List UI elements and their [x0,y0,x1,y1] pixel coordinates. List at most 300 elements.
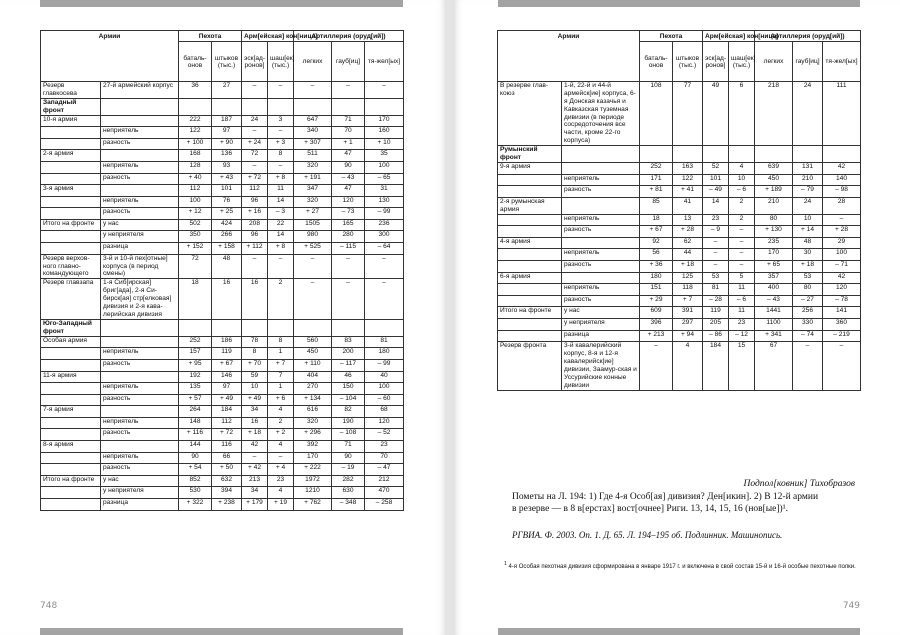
value-cell: + 152 [179,243,212,255]
army-cell: 7-я армия [41,406,101,418]
value-cell: 24 [242,115,268,127]
value-cell: 357 [755,272,793,284]
value-cell: + 41 [673,186,703,198]
value-cell [294,319,332,336]
value-cell: 71 [332,441,365,453]
cavalry-header: Арм[ейская] кон[ница] [242,31,294,42]
value-cell: 120 [332,196,365,208]
table-row [498,226,861,238]
value-cell: 36 [179,81,212,98]
value-cell: 128 [179,161,212,173]
value-cell: 404 [294,371,332,383]
value-cell: 47 [332,185,365,197]
left-table-body [41,81,404,510]
value-cell: 90 [332,161,365,173]
value-cell: + 70 [242,359,268,371]
value-cell: 560 [294,336,332,348]
value-cell: – [294,81,332,98]
value-cell: 300 [365,231,404,243]
value-cell: 66 [212,452,242,464]
table-row [41,406,404,418]
composition-cell: разность [101,394,179,406]
value-cell: – 115 [332,243,365,255]
value-cell: 171 [640,174,673,186]
value-cell: 59 [242,371,268,383]
value-cell [365,98,404,115]
value-cell: 6 [729,81,755,145]
value-cell: 24 [793,81,823,145]
value-cell: + 222 [294,464,332,476]
value-cell: 192 [179,371,212,383]
army-cell: 10-я армия [41,115,101,127]
value-cell [212,98,242,115]
value-cell: 16 [242,417,268,429]
value-cell: 15 [729,342,755,390]
value-cell: – [729,226,755,238]
table-row [41,81,404,98]
army-cell [41,359,101,371]
value-cell: + 191 [294,173,332,185]
value-cell: 111 [823,81,861,145]
value-cell [242,98,268,115]
value-cell: 1441 [755,307,793,319]
value-cell: 8 [268,150,294,162]
value-cell: 10 [242,383,268,395]
value-cell: + 36 [640,260,673,272]
value-cell: + 1 [332,138,365,150]
table-row [41,429,404,441]
army-cell [41,138,101,150]
value-cell: 13 [673,214,703,226]
value-cell: – [268,161,294,173]
composition-cell [562,146,640,163]
value-cell: + 134 [294,394,332,406]
value-cell: 180 [640,272,673,284]
light-guns-header: легких [294,41,332,81]
value-cell: + 50 [212,464,242,476]
value-cell: – [729,260,755,272]
value-cell: 41 [673,197,703,214]
army-cell [41,348,101,360]
value-cell [242,319,268,336]
value-cell: – 348 [332,499,365,511]
value-cell: + 42 [242,464,268,476]
value-cell: 1 [268,383,294,395]
howitzers-header: гауб[иц] [332,41,365,81]
value-cell: 72 [242,150,268,162]
value-cell: 125 [673,272,703,284]
value-cell: 80 [755,214,793,226]
value-cell: – 19 [332,464,365,476]
value-cell: + 90 [212,138,242,150]
army-cell: 4-я армия [498,237,562,249]
value-cell: + 18 [242,429,268,441]
value-cell [332,319,365,336]
value-cell: 34 [242,487,268,499]
value-cell: 256 [793,307,823,319]
table-row [41,231,404,243]
table-row [498,330,861,342]
value-cell: 93 [212,161,242,173]
value-cell: 30 [793,249,823,261]
value-cell: 190 [332,417,365,429]
composition-cell [562,272,640,284]
value-cell: – 3 [268,208,294,220]
composition-cell: неприятель [101,161,179,173]
value-cell: + 43 [212,173,242,185]
value-cell: + 7 [673,295,703,307]
value-cell: 252 [179,336,212,348]
value-cell: – 43 [332,173,365,185]
value-cell: – [823,214,861,226]
composition-cell: неприятель [562,284,640,296]
value-cell: – 79 [793,186,823,198]
value-cell: 48 [212,254,242,279]
value-cell: + 525 [294,243,332,255]
composition-cell: разница [101,499,179,511]
table-row [41,452,404,464]
value-cell: 90 [179,452,212,464]
table-row [41,208,404,220]
table-row [41,219,404,231]
value-cell: 97 [212,383,242,395]
value-cell: 70 [332,127,365,139]
value-cell: + 762 [294,499,332,511]
value-cell: + 72 [212,429,242,441]
top-gray-band [498,0,860,7]
value-cell: – [332,279,365,320]
value-cell: 18 [179,279,212,320]
squadrons-header: эск[ад-ронов] [242,41,268,81]
value-cell: + 24 [242,138,268,150]
value-cell: 40 [365,371,404,383]
value-cell: 392 [294,441,332,453]
army-cell [41,417,101,429]
value-cell: 4 [268,441,294,453]
value-cell: 222 [179,115,212,127]
value-cell: + 238 [212,499,242,511]
value-cell: 236 [365,219,404,231]
footnote [504,561,859,571]
table-row [498,214,861,226]
value-cell: – 74 [793,330,823,342]
page-number-right: 749 [842,601,860,611]
table-row [41,115,404,127]
value-cell: 16 [212,279,242,320]
composition-cell: разность [101,359,179,371]
value-cell: – 98 [823,186,861,198]
table-row [41,243,404,255]
value-cell: + 2 [268,429,294,441]
value-cell: – 9 [703,226,729,238]
value-cell: 7 [268,371,294,383]
value-cell: 97 [212,127,242,139]
value-cell: 56 [640,249,673,261]
army-cell: 3-я армия [41,185,101,197]
composition-cell: 1-й, 22-й и 44-й армейск[ие] корпуса, 6-я Донская казачья и Кавказская туземная дивизии (в периоде сосредоточения все части, кроме 22-го корпуса) [562,81,640,145]
value-cell: + 18 [793,260,823,272]
sabres-header: шаш[ек] (тыс.) [268,41,294,81]
value-cell [212,319,242,336]
value-cell: 62 [673,237,703,249]
value-cell: + 8 [268,243,294,255]
army-cell [41,196,101,208]
value-cell: 170 [755,249,793,261]
value-cell: + 65 [755,260,793,272]
page-number-left: 748 [40,601,58,611]
value-cell: 630 [332,487,365,499]
value-cell: 100 [179,196,212,208]
section-row [41,98,404,115]
value-cell: 92 [640,237,673,249]
composition-cell: разность [562,260,640,272]
value-cell: + 110 [294,359,332,371]
table-row [41,475,404,487]
value-cell: – [294,279,332,320]
value-cell: 144 [179,441,212,453]
left-page [0,0,445,635]
value-cell: – [703,237,729,249]
value-cell: – [268,81,294,98]
table-row [41,127,404,139]
army-cell: Итого на фронте [498,307,562,319]
value-cell: 130 [365,196,404,208]
value-cell: 76 [212,196,242,208]
heavy-guns-header: тя-жел[ых] [365,41,404,81]
value-cell: 639 [755,162,793,174]
value-cell: 8 [268,336,294,348]
value-cell: 53 [703,272,729,284]
composition-cell: у неприятеля [562,318,640,330]
value-cell: + 18 [673,260,703,272]
value-cell: – 99 [365,359,404,371]
army-cell [41,383,101,395]
value-cell: 157 [179,348,212,360]
howitzers-header: гауб[иц] [793,41,823,81]
table-row [41,348,404,360]
army-cell [41,394,101,406]
composition-cell: неприятель [562,174,640,186]
value-cell: + 116 [179,429,212,441]
value-cell: 330 [793,318,823,330]
value-cell: 80 [793,284,823,296]
value-cell: – [268,452,294,464]
value-cell: + 6 [268,394,294,406]
army-cell [498,330,562,342]
value-cell: – 86 [703,330,729,342]
value-cell: 83 [332,336,365,348]
table-row [498,162,861,174]
table-row [41,464,404,476]
composition-cell [101,98,179,115]
battalions-header: баталь-онов [640,41,673,81]
value-cell: – 43 [755,295,793,307]
front-name-cell: Западный фронт [41,98,101,115]
value-cell: + 8 [268,173,294,185]
table-row [498,272,861,284]
value-cell: 320 [294,417,332,429]
composition-cell [101,406,179,418]
value-cell: 212 [365,475,404,487]
composition-cell: 3-й кавалерийский корпус, 8-я и 12-я кавалерийск[ие] дивизии, Заамур-ская и Уссурийские конные дивизии [562,342,640,390]
value-cell: 320 [294,196,332,208]
value-cell: + 29 [640,295,673,307]
value-cell: – 60 [365,394,404,406]
army-cell: Резерв главзапа [41,279,101,320]
value-cell [365,319,404,336]
value-cell: 140 [823,174,861,186]
value-cell: 82 [332,406,365,418]
value-cell: 18 [640,214,673,226]
value-cell: 148 [179,417,212,429]
value-cell [755,146,793,163]
army-cell [498,318,562,330]
value-cell: 184 [212,406,242,418]
value-cell: 2 [268,417,294,429]
table-row [41,279,404,320]
value-cell: 14 [268,231,294,243]
table-row [498,318,861,330]
army-cell: 2-я румынская армия [498,197,562,214]
value-cell: 42 [823,272,861,284]
army-cell: Особая армия [41,336,101,348]
table-row [41,185,404,197]
value-cell: – [242,127,268,139]
value-cell: 180 [365,348,404,360]
section-row [41,319,404,336]
value-cell: – [242,81,268,98]
army-cell [41,429,101,441]
value-cell: 81 [703,284,729,296]
value-cell: + 67 [640,226,673,238]
composition-cell: неприятель [101,348,179,360]
cavalry-header: Арм[ейская] кон[ница] [703,31,755,42]
army-cell: 8-я армия [41,441,101,453]
value-cell: 96 [242,196,268,208]
composition-cell: у неприятеля [101,487,179,499]
value-cell: 49 [703,81,729,145]
value-cell: 119 [212,348,242,360]
army-cell: Резерв фронта [498,342,562,390]
value-cell: 210 [793,174,823,186]
value-cell: 118 [673,284,703,296]
value-cell: 34 [242,406,268,418]
value-cell: 396 [640,318,673,330]
value-cell: + 54 [179,464,212,476]
notes-line-2: в резерве — в 8 в[ерстах] вост[очнее] Риги. 13, 14, 15, 16 (нов[ые])¹. [512,504,788,515]
value-cell: 14 [703,197,729,214]
table-row [498,295,861,307]
value-cell: 96 [242,231,268,243]
value-cell: 85 [640,197,673,214]
value-cell: + 67 [212,359,242,371]
value-cell: 70 [365,452,404,464]
value-cell: 170 [294,452,332,464]
value-cell: 616 [294,406,332,418]
value-cell: 280 [332,231,365,243]
value-cell: 47 [332,150,365,162]
table-row [41,394,404,406]
value-cell: 8 [242,348,268,360]
composition-cell: 3-й и 10-й пех[отные] корпуса (в период смены) [101,254,179,279]
value-cell: 424 [212,219,242,231]
composition-cell: 1-я Сиб[ирская] бриг[ада], 2-я Си-бирск[ая] стр[елковая] дивизия и 2-я кава-лерийская дивизия [101,279,179,320]
value-cell: + 25 [212,208,242,220]
value-cell: + 28 [673,226,703,238]
value-cell: 101 [212,185,242,197]
army-cell [498,260,562,272]
value-cell: – 27 [793,295,823,307]
value-cell: – [332,254,365,279]
value-cell: – 6 [729,186,755,198]
value-cell: 68 [365,406,404,418]
army-cell [498,226,562,238]
value-cell: 120 [823,284,861,296]
value-cell: – [294,254,332,279]
value-cell: 22 [268,219,294,231]
footnote-marker: 1 [504,561,507,567]
value-cell: + 7 [268,359,294,371]
value-cell: + 95 [179,359,212,371]
value-cell: – [268,254,294,279]
value-cell: 101 [703,174,729,186]
table-row [498,186,861,198]
table-row [498,307,861,319]
value-cell: – [703,249,729,261]
value-cell: + 57 [179,394,212,406]
value-cell: 122 [179,127,212,139]
composition-cell [101,371,179,383]
value-cell: 42 [823,162,861,174]
value-cell: – [332,81,365,98]
value-cell: 122 [673,174,703,186]
table-row [498,260,861,272]
composition-cell [101,115,179,127]
army-cell: Резерв верхов-ного главно-командующего [41,254,101,279]
value-cell: 1 [268,348,294,360]
table-row [41,161,404,173]
value-cell: 72 [179,254,212,279]
value-cell: 23 [365,441,404,453]
army-cell: 2-я армия [41,150,101,162]
composition-cell: неприятель [101,452,179,464]
signature-line: Подпол[ковник] Тихобразов [743,479,855,489]
army-cell [41,487,101,499]
table-row [41,441,404,453]
value-cell: – 117 [332,359,365,371]
army-cell [498,249,562,261]
army-cell [41,464,101,476]
composition-cell [562,197,640,214]
artillery-header: Артиллерия (оруд[ий]) [294,31,404,42]
value-cell: 168 [179,150,212,162]
value-cell [673,146,703,163]
value-cell: 11 [268,185,294,197]
army-cell [41,208,101,220]
value-cell [823,146,861,163]
front-name-cell: Румынский фронт [498,146,562,163]
composition-cell: разность [101,208,179,220]
value-cell: 78 [242,336,268,348]
value-cell: 28 [823,197,861,214]
army-cell: Итого на фронте [41,475,101,487]
artillery-header: Артиллерия (оруд[ий]) [755,31,861,42]
value-cell: 48 [793,237,823,249]
value-cell: 347 [294,185,332,197]
value-cell: 108 [640,81,673,145]
table-row [498,197,861,214]
value-cell: + 341 [755,330,793,342]
